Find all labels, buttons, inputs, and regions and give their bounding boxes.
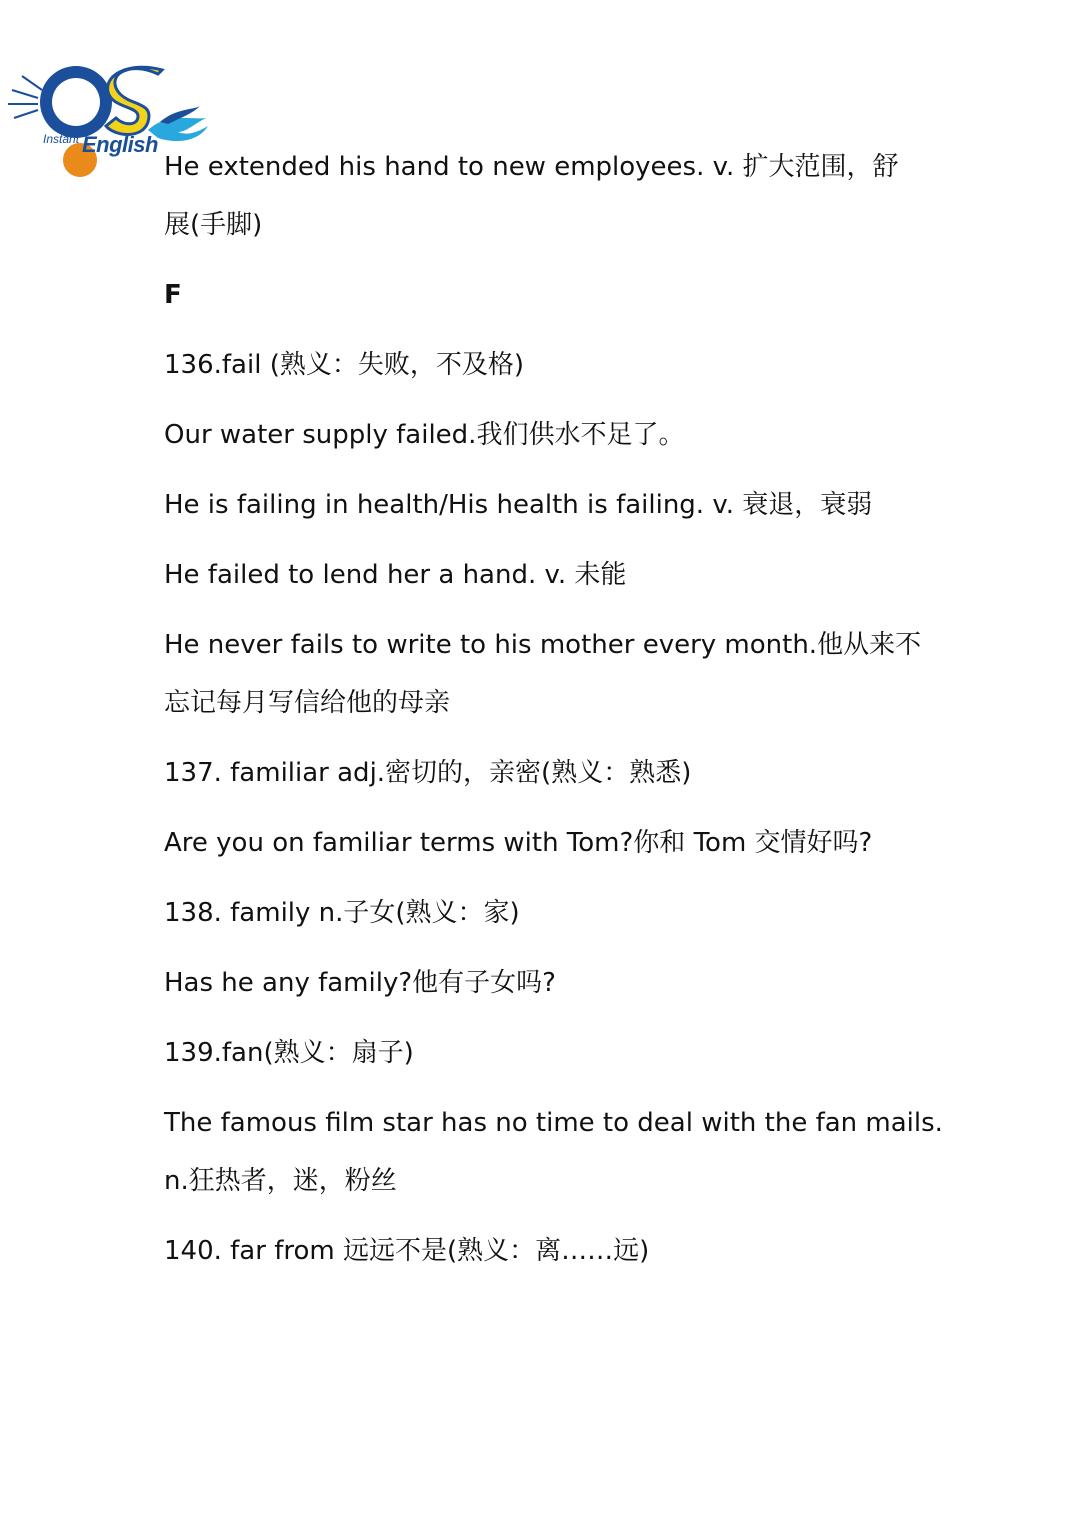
- paragraph: [164, 744, 954, 802]
- document-body: [164, 138, 954, 1292]
- text-line: 138. family n.子女(熟义：家): [164, 898, 520, 928]
- paragraph: [164, 1222, 954, 1280]
- text-line: 137. familiar adj.密切的，亲密(熟义：熟悉): [164, 758, 692, 788]
- text-line: He never fails to write to his mother every month.他从来不: [164, 630, 922, 660]
- paragraph: [164, 336, 954, 394]
- text-line: Are you on familiar terms with Tom?你和 Tom 交情好吗?: [164, 828, 873, 858]
- text-line: He is failing in health/His health is failing. v. 衰退，衰弱: [164, 490, 873, 520]
- text-line: He extended his hand to new employees. v. 扩大范围，舒: [164, 152, 899, 182]
- text-line: The famous film star has no time to deal with the fan mails.: [164, 1108, 943, 1138]
- paragraph: [164, 1024, 954, 1082]
- paragraph: [164, 406, 954, 464]
- text-line: n.狂热者，迷，粉丝: [164, 1166, 397, 1196]
- paragraph: [164, 616, 954, 732]
- text-line: 忘记每月写信给他的母亲: [164, 688, 451, 718]
- logo-text-english: English: [82, 132, 158, 157]
- paragraph: [164, 138, 954, 254]
- paragraph: [164, 814, 954, 872]
- paragraph: [164, 954, 954, 1012]
- text-line: 139.fan(熟义：扇子): [164, 1038, 414, 1068]
- paragraph: [164, 1094, 954, 1210]
- text-line: Has he any family?他有子女吗?: [164, 968, 556, 998]
- text-line: 136.fail (熟义：失败，不及格): [164, 350, 524, 380]
- paragraph: [164, 476, 954, 534]
- paragraph: [164, 884, 954, 942]
- text-line: F: [164, 280, 182, 310]
- text-line: 140. far from 远远不是(熟义：离……远): [164, 1236, 650, 1266]
- section-heading: [164, 266, 954, 324]
- text-line: 展(手脚): [164, 210, 263, 240]
- logo-badge-text: 奇速英语: [64, 85, 86, 111]
- text-line: Our water supply failed.我们供水不足了。: [164, 420, 685, 450]
- logo-text-instant: Instant: [43, 132, 80, 146]
- paragraph: [164, 546, 954, 604]
- text-line: He failed to lend her a hand. v. 未能: [164, 560, 627, 590]
